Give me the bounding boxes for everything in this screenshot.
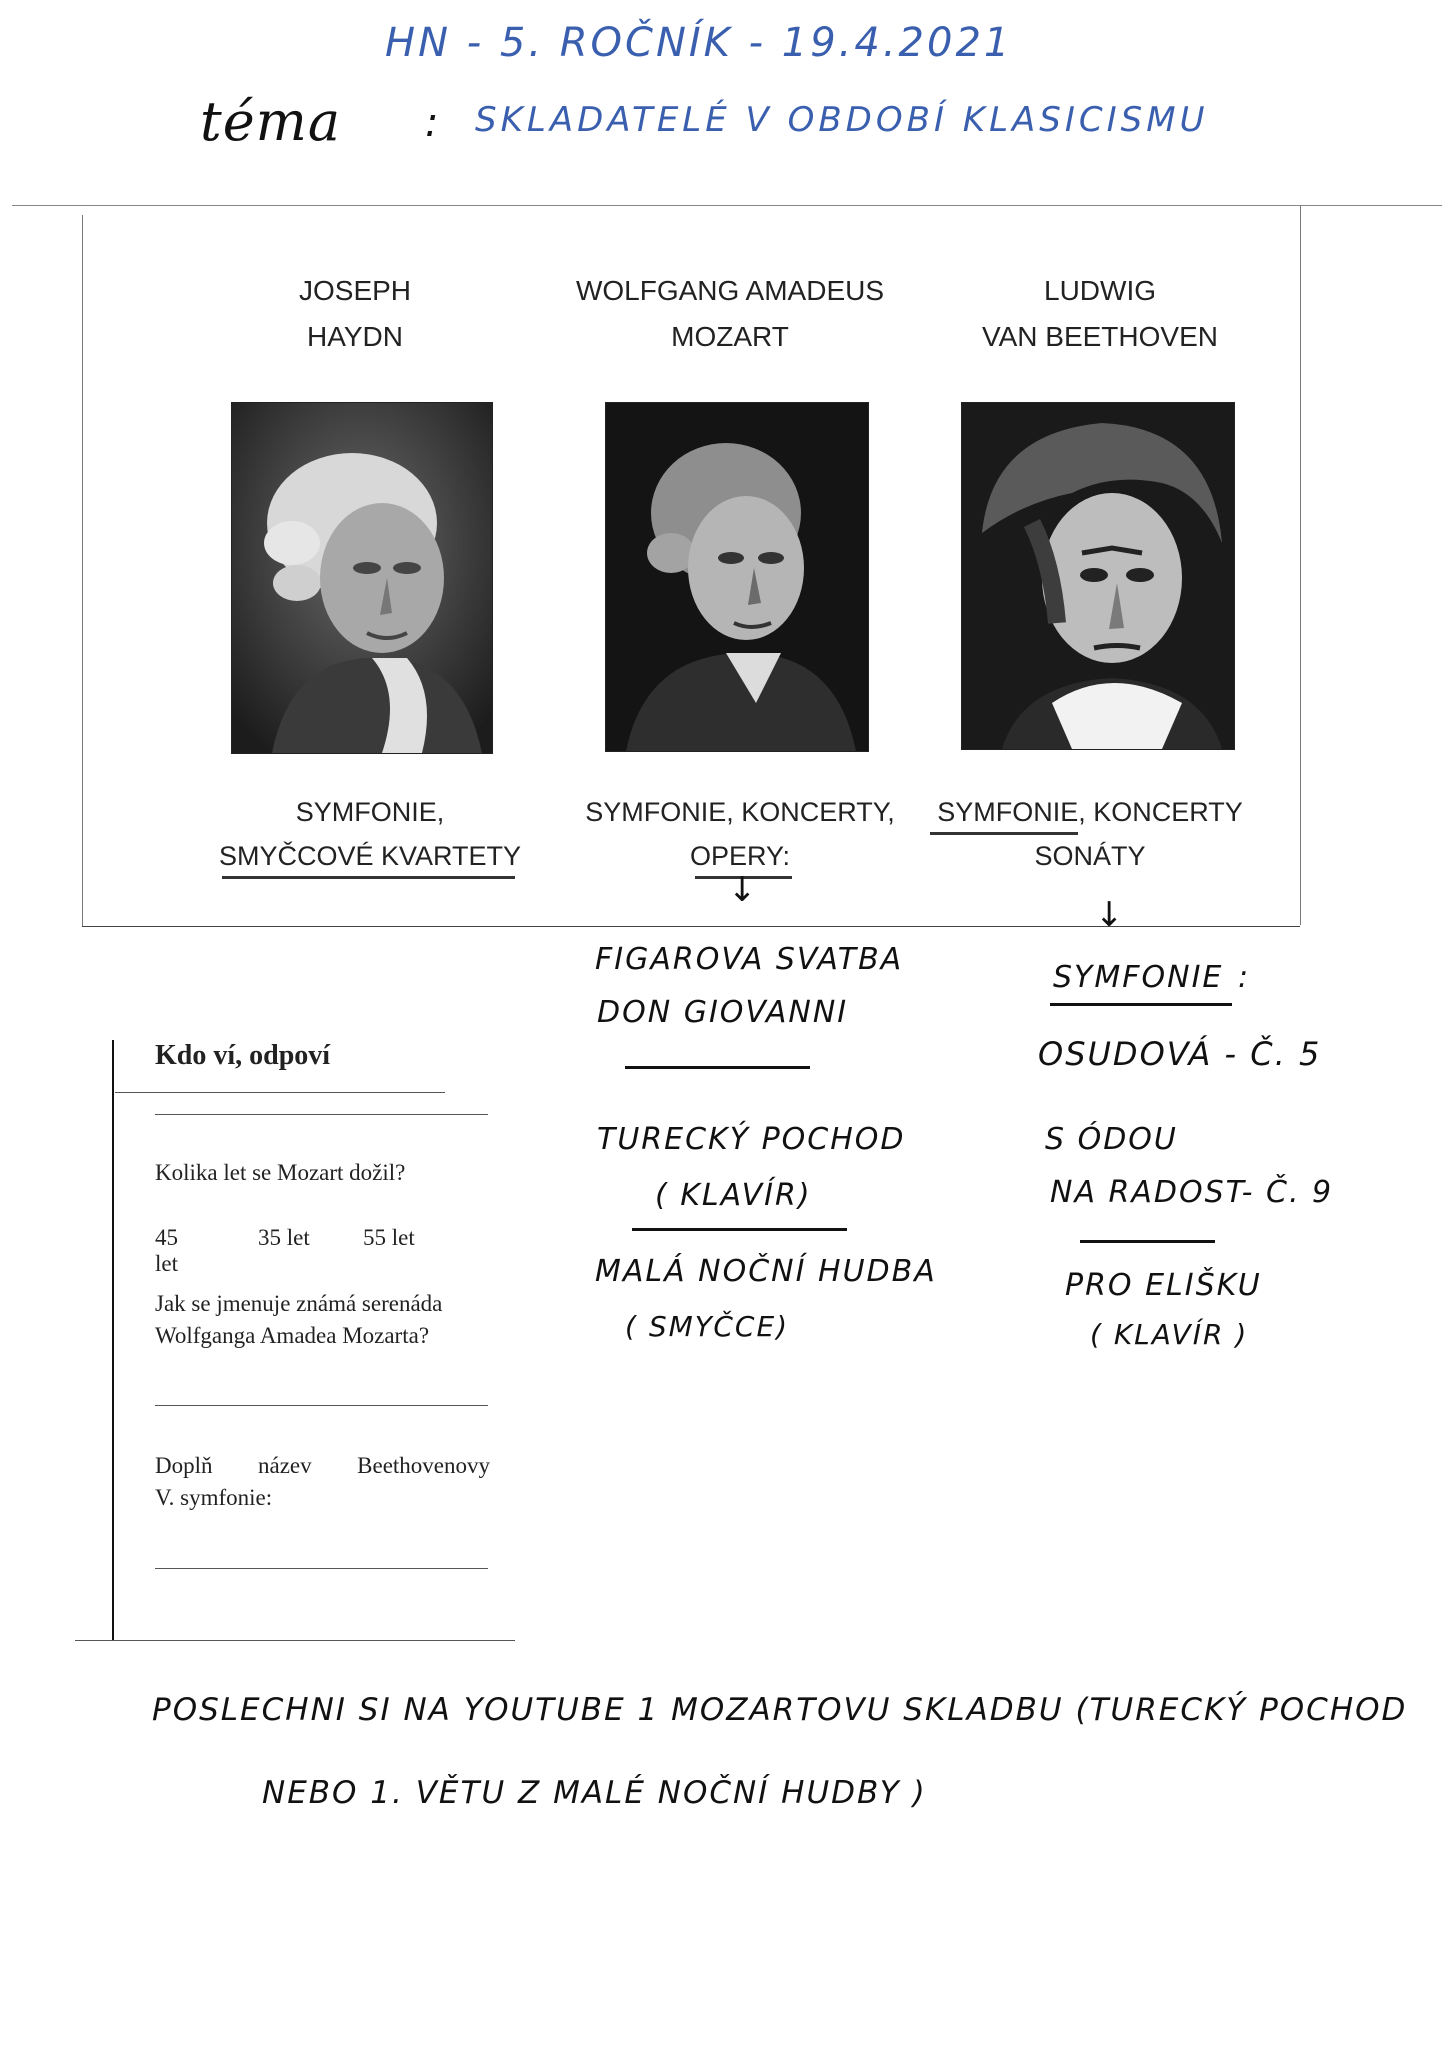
quiz-box-left [112, 1040, 114, 1640]
mozart-first-name: WOLFGANG AMADEUS [575, 275, 885, 306]
mozart-arrow-icon: ↓ [728, 870, 759, 910]
mozart-piece-2-sub: ( SMYČCE) [625, 1310, 790, 1343]
mozart-works [570, 790, 910, 878]
quiz-q3-line1: Doplň název Beethovenovy [155, 1453, 490, 1478]
quiz-box-bottom [75, 1640, 515, 1641]
quiz-q2-line1: Jak se jmenuje známá serenáda [155, 1291, 443, 1316]
beethoven-heading-underline [1050, 1003, 1232, 1006]
mozart-piece-1: TURECKÝ POCHOD [597, 1122, 906, 1157]
beethoven-sym-1: OSUDOVÁ - Č. 5 [1038, 1035, 1322, 1073]
beethoven-works-line1 [925, 790, 1255, 834]
beethoven-notes-divider [1080, 1240, 1215, 1243]
beethoven-portrait-icon [961, 402, 1235, 750]
quiz-question-2 [155, 1288, 442, 1352]
beethoven-works-underline [930, 832, 1078, 835]
beethoven-works-koncerty: , KONCERTY [1078, 797, 1243, 827]
mozart-opera-2: DON GIOVANNI [597, 995, 849, 1030]
quiz-title: Kdo ví, odpoví [155, 1040, 331, 1071]
quiz-q2-answer-line[interactable] [155, 1405, 488, 1406]
haydn-first-name: JOSEPH [298, 275, 412, 306]
frame-right [1300, 205, 1301, 925]
quiz-q1-option-3[interactable]: 55 let [363, 1225, 415, 1250]
haydn-portrait-icon [231, 402, 493, 754]
beethoven-works-line2: SONÁTY [1034, 841, 1146, 871]
mozart-piece-1-sub: ( KLAVÍR) [655, 1178, 812, 1213]
quiz-question-1: Kolika let se Mozart dožil? [155, 1160, 406, 1185]
beethoven-name [960, 268, 1240, 360]
quiz-q3-line2: V. symfonie: [155, 1485, 273, 1510]
top-divider [12, 205, 1442, 206]
tema-label: téma [200, 90, 342, 153]
footer-line-2: NEBO 1. VĚTU Z MALÉ NOČNÍ HUDBY ) [262, 1775, 927, 1811]
quiz-title-rule [115, 1092, 445, 1093]
haydn-works [200, 790, 540, 878]
beethoven-sym-2b: NA RADOST- Č. 9 [1050, 1175, 1334, 1210]
haydn-works-line1: SYMFONIE, [295, 797, 445, 827]
mozart-name [550, 268, 910, 360]
mozart-works-line1: SYMFONIE, KONCERTY, [585, 797, 895, 827]
footer-line-1: POSLECHNI SI NA YOUTUBE 1 MOZARTOVU SKLADBU (TURECKÝ POCHOD [152, 1692, 1408, 1728]
mozart-piece-2: MALÁ NOČNÍ HUDBA [595, 1254, 937, 1289]
beethoven-heading-colon: : [1238, 960, 1251, 995]
haydn-name [230, 268, 480, 360]
beethoven-last-name: VAN BEETHOVEN [982, 321, 1218, 352]
mozart-last-name: MOZART [671, 321, 789, 352]
header-line: HN - 5. ROČNÍK - 19.4.2021 [385, 20, 1013, 66]
quiz-q1-option-2[interactable]: 35 let [258, 1225, 310, 1250]
beethoven-piece: PRO ELIŠKU [1065, 1268, 1262, 1303]
mozart-opera-1: FIGAROVA SVATBA [595, 942, 904, 977]
quiz-q2-line2: Wolfganga Amadea Mozarta? [155, 1323, 430, 1348]
quiz-title-rule-2 [155, 1114, 488, 1115]
beethoven-sym-2a: S ÓDOU [1045, 1122, 1178, 1157]
beethoven-symfonie-heading: SYMFONIE [1053, 960, 1224, 995]
haydn-last-name: HAYDN [307, 321, 403, 352]
tema-colon: : [425, 100, 441, 146]
haydn-works-underline [222, 876, 515, 879]
beethoven-piece-sub: ( KLAVÍR ) [1090, 1318, 1249, 1351]
mozart-portrait-icon [605, 402, 869, 752]
quiz-q3-answer-line[interactable] [155, 1568, 488, 1569]
haydn-works-line2: SMYČCOVÉ KVARTETY [218, 841, 522, 871]
tema-text: SKLADATELÉ V OBDOBÍ KLASICISMU [475, 100, 1209, 140]
quiz-q1-option-1[interactable]: 45 let [155, 1225, 178, 1276]
beethoven-first-name: LUDWIG [1044, 275, 1156, 306]
beethoven-works-symfonie: SYMFONIE [937, 797, 1079, 827]
beethoven-arrow-icon: ↓ [1095, 895, 1126, 935]
frame-left [82, 215, 83, 927]
mozart-notes-divider-2 [632, 1228, 847, 1231]
mozart-notes-divider-1 [625, 1066, 810, 1069]
mozart-works-line2: OPERY: [689, 841, 791, 871]
quiz-question-3 [155, 1450, 490, 1514]
